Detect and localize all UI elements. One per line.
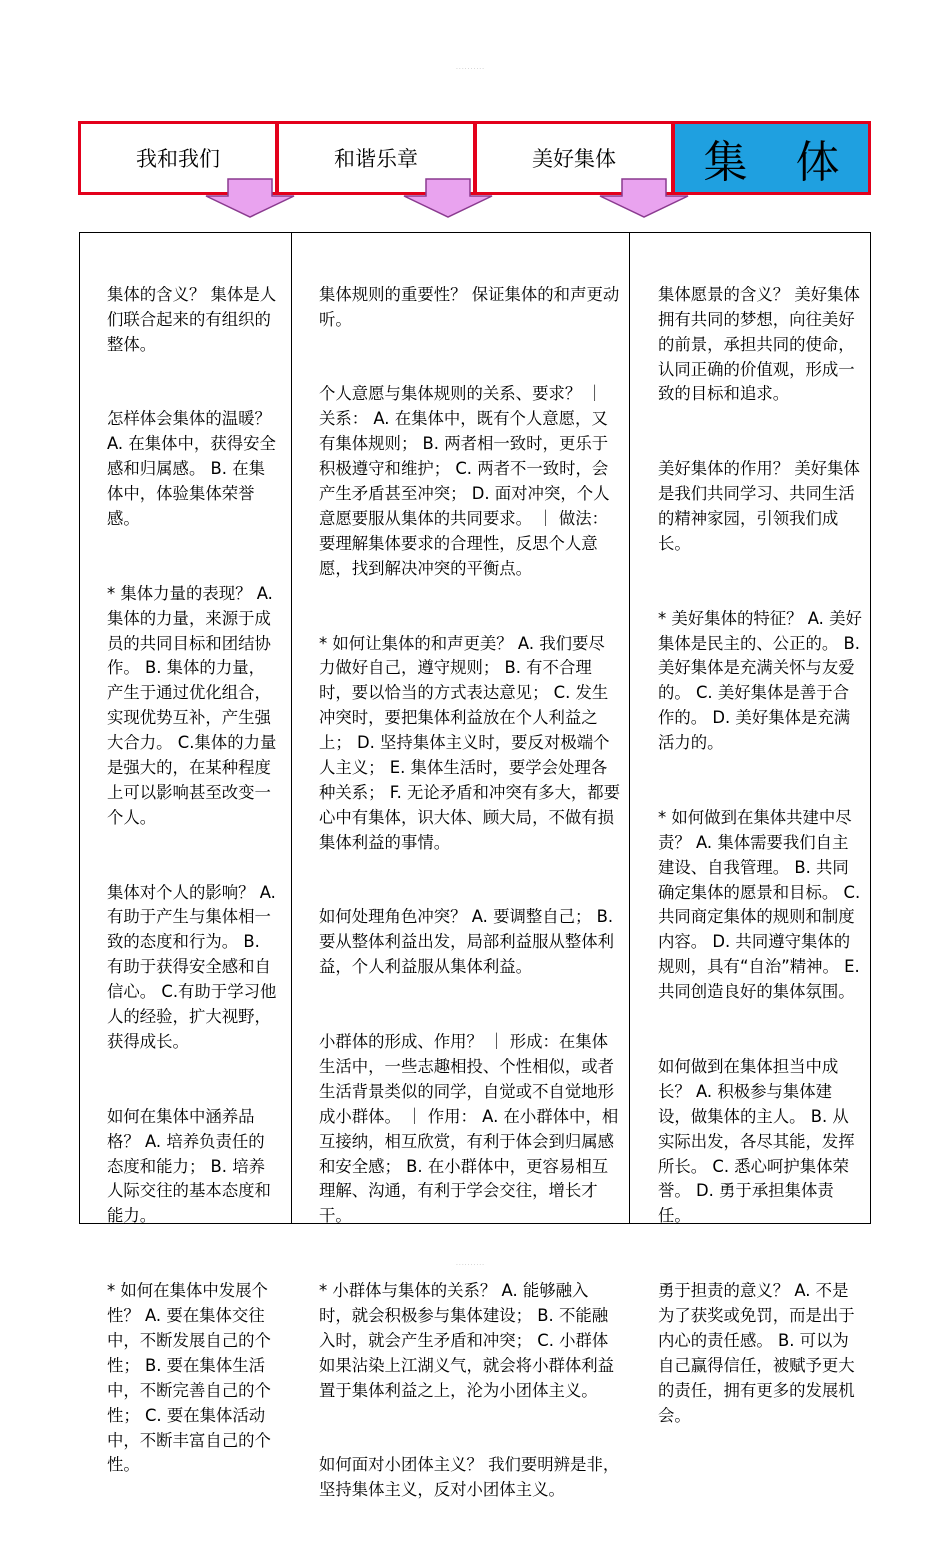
down-arrow-icon: [598, 178, 690, 218]
paragraph: 集体规则的重要性？ 保证集体的和声更动听。: [319, 284, 620, 329]
content-table: [79, 232, 871, 1500]
paragraph: * 美好集体的特征？ A. 美好集体是民主的、公正的。 B. 美好集体是充满关怀与友爱的。 C. 美好集体是善于合作的。 D. 美好集体是充满活力的。: [658, 608, 866, 753]
paragraph: 集体对个人的影响？ A. 有助于产生与集体相一致的态度和行为。 B. 有助于获得安全感和自信心。 C.有助于学习他人的经验，扩大视野，获得成长。: [107, 882, 282, 1051]
header-tab-label: 和谐乐章: [334, 147, 418, 171]
header-tab-label: 美好集体: [532, 147, 616, 171]
column-text: [80, 233, 291, 1528]
column-wo-he-women: [80, 233, 291, 1475]
down-arrow-icon: [402, 178, 494, 218]
paragraph: 小群体的形成、作用？ ｜ 形成：在集体生活中，一些志趣相投、个性相似，或者生活背景类似的同学，自觉或不自觉地形成小群体。 ｜ 作用： A. 在小群体中，相互接纳，相互欣赏，有利于体会到归属感和安全感； B. 在小群体中，更容易相互理解、沟通，有利于学会交往，增长才干。: [319, 1032, 619, 1226]
paragraph: 集体的含义？ 集体是人们联合起来的有组织的整体。: [107, 284, 277, 354]
paragraph: 个人意愿与集体规则的关系、要求？ ｜ 关系： A. 在集体中，既有个人意愿，又有集体规则； B. 两者相一致时，更乐于积极遵守和维护； C. 两者不一致时，会产生矛盾甚至冲突； D. 面对冲突，个人意愿要服从集体的共同要求。 ｜ 做法：要理解集体要求的合理性，反思个人意愿，找到解决冲突的平衡点。: [319, 384, 610, 578]
paragraph: * 如何做到在集体共建中尽责？ A. 集体需要我们自主建设、自我管理。 B. 共同确定集体的愿景和目标。 C. 共同商定集体的规则和制度内容。 D. 共同遵守集体的规则，具有“自治”精神。 E. 共同创造良好的集体氛围。: [658, 807, 866, 1002]
paragraph: 如何在集体中涵养品格？ A. 培养负责任的态度和能力； B. 培养人际交往的基本态度和能力。: [107, 1106, 271, 1226]
paragraph: 怎样体会集体的温暖？ A. 在集体中，获得安全感和归属感。 B. 在集体中，体验集体荣誉感。: [107, 409, 277, 528]
paragraph: 集体愿景的含义？ 美好集体拥有共同的梦想，向往美好的前景，承担共同的使命，认同正确的价值观，形成一致的目标和追求。: [658, 284, 860, 404]
paragraph: * 如何在集体中发展个性？ A. 要在集体交往中，不断发展自己的个性； B. 要在集体生活中，不断完善自己的个性； C. 要在集体活动中，不断丰富自己的个性。: [107, 1281, 271, 1475]
header-tab-label: 我和我们: [136, 147, 220, 171]
paragraph: 勇于担责的意义？ A. 不是为了获奖或免罚，而是出于内心的责任感。 B. 可以为自己赢得信任，被赋予更大的责任，拥有更多的发展机会。: [658, 1281, 855, 1425]
paragraph: * 如何让集体的和声更美？ A. 我们要尽力做好自己，遵守规则； B. 有不合理时，要以恰当的方式表达意见； C. 发生冲突时，要把集体利益放在个人利益之上； D. 坚持集体主义时，要反对极端个人主义； E. 集体生活时，要学会处理各种关系； F. 无论矛盾和冲突有多大，都要心中有集体，识大体、顾大局，不做有损集体利益的事情。: [319, 633, 621, 852]
page-decoration-bottom: ··········: [456, 1262, 486, 1269]
paragraph: 如何处理角色冲突？ A. 要调整自己； B. 要从整体利益出发，局部利益服从整体利益，个人利益服从集体利益。: [319, 907, 619, 977]
paragraph: * 小群体与集体的关系？ A. 能够融入时，就会积极参与集体建设； B. 不能融入时，就会产生矛盾和冲突； C. 小群体如果沾染上江湖义气，就会将小群体利益置于集体利益之上，沦为小团体主义。: [319, 1281, 615, 1400]
header-title-label: 集体: [703, 137, 888, 188]
column-meihao-jiti: [629, 233, 872, 1425]
paragraph: 美好集体的作用？ 美好集体是我们共同学习、共同生活的精神家园，引领我们成长。: [658, 459, 860, 553]
paragraph: 如何面对小团体主义？ 我们要明辨是非，坚持集体主义，反对小团体主义。: [319, 1455, 620, 1500]
down-arrow-icon: [204, 178, 296, 218]
page-decoration-top: ··········: [456, 66, 486, 73]
column-text: [292, 233, 629, 1553]
column-text: [630, 233, 872, 1478]
paragraph: 如何做到在集体担当中成长？ A. 积极参与集体建设，做集体的主人。 B. 从实际出发，各尽其能，发挥所长。 C. 悉心呵护集体荣誉。 D. 勇于承担集体责任。: [658, 1056, 855, 1226]
header-tab-jiti-title: [672, 121, 888, 195]
paragraph: * 集体力量的表现？ A. 集体的力量，来源于成员的共同目标和团结协作。 B. 集体的力量，产生于通过优化组合，实现优势互补，产生强大合力。 C.集体的力量是强大的，在某种程度上可以影响甚至改变一个人。: [107, 583, 279, 827]
column-hexie-yuezhang: [291, 233, 629, 1500]
